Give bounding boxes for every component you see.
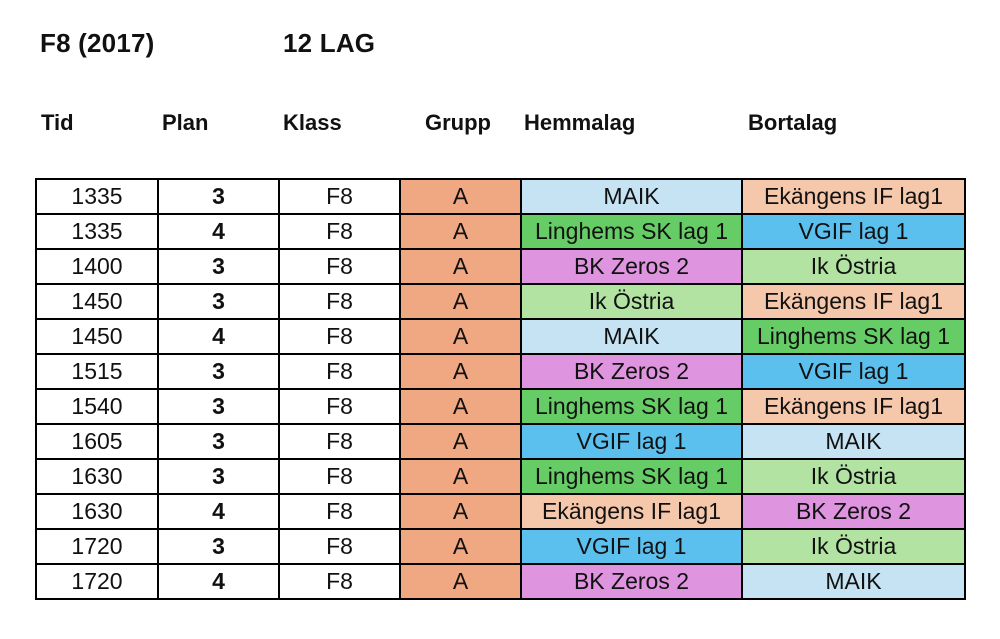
- cell-hemmalag: Ekängens IF lag1: [521, 494, 742, 529]
- cell-klass: F8: [279, 249, 400, 284]
- table-row: [36, 529, 965, 564]
- table-row: [36, 284, 965, 319]
- table-row: [36, 494, 965, 529]
- table-row: [36, 354, 965, 389]
- cell-bortalag: Ik Östria: [742, 459, 965, 494]
- cell-hemmalag: BK Zeros 2: [521, 354, 742, 389]
- table-row: [36, 214, 965, 249]
- cell-plan: 4: [158, 564, 279, 599]
- cell-tid: 1720: [36, 529, 158, 564]
- cell-grupp: A: [400, 319, 521, 354]
- cell-klass: F8: [279, 179, 400, 214]
- cell-tid: 1630: [36, 494, 158, 529]
- cell-hemmalag: BK Zeros 2: [521, 564, 742, 599]
- cell-grupp: A: [400, 284, 521, 319]
- cell-bortalag: Linghems SK lag 1: [742, 319, 965, 354]
- column-header-grupp: Grupp: [425, 110, 491, 135]
- cell-klass: F8: [279, 284, 400, 319]
- cell-hemmalag: MAIK: [521, 319, 742, 354]
- cell-tid: 1335: [36, 179, 158, 214]
- table-row: [36, 179, 965, 214]
- cell-hemmalag: Linghems SK lag 1: [521, 214, 742, 249]
- cell-klass: F8: [279, 424, 400, 459]
- cell-klass: F8: [279, 319, 400, 354]
- cell-klass: F8: [279, 389, 400, 424]
- cell-grupp: A: [400, 529, 521, 564]
- cell-hemmalag: Ik Östria: [521, 284, 742, 319]
- cell-bortalag: Ik Östria: [742, 529, 965, 564]
- cell-bortalag: MAIK: [742, 424, 965, 459]
- table-row: [36, 564, 965, 599]
- cell-grupp: A: [400, 494, 521, 529]
- column-header-tid: Tid: [41, 110, 74, 135]
- cell-plan: 3: [158, 249, 279, 284]
- column-header-klass: Klass: [283, 110, 342, 135]
- cell-grupp: A: [400, 389, 521, 424]
- cell-bortalag: Ik Östria: [742, 249, 965, 284]
- table-row: [36, 389, 965, 424]
- column-header-plan: Plan: [162, 110, 209, 135]
- table-row: [36, 424, 965, 459]
- cell-plan: 3: [158, 389, 279, 424]
- cell-tid: 1400: [36, 249, 158, 284]
- cell-hemmalag: VGIF lag 1: [521, 424, 742, 459]
- cell-plan: 3: [158, 529, 279, 564]
- table-row: [36, 319, 965, 354]
- cell-tid: 1335: [36, 214, 158, 249]
- cell-plan: 3: [158, 284, 279, 319]
- cell-tid: 1630: [36, 459, 158, 494]
- cell-klass: F8: [279, 494, 400, 529]
- column-header-hemmalag: Hemmalag: [524, 110, 636, 135]
- cell-grupp: A: [400, 214, 521, 249]
- cell-tid: 1540: [36, 389, 158, 424]
- cell-plan: 3: [158, 354, 279, 389]
- cell-klass: F8: [279, 354, 400, 389]
- cell-hemmalag: BK Zeros 2: [521, 249, 742, 284]
- cell-bortalag: Ekängens IF lag1: [742, 179, 965, 214]
- cell-bortalag: BK Zeros 2: [742, 494, 965, 529]
- class-title: F8 (2017): [40, 28, 155, 58]
- match-schedule-table: [35, 178, 966, 600]
- cell-hemmalag: MAIK: [521, 179, 742, 214]
- cell-tid: 1720: [36, 564, 158, 599]
- table-row: [36, 249, 965, 284]
- cell-plan: 4: [158, 494, 279, 529]
- cell-grupp: A: [400, 564, 521, 599]
- cell-grupp: A: [400, 354, 521, 389]
- cell-grupp: A: [400, 179, 521, 214]
- cell-bortalag: VGIF lag 1: [742, 354, 965, 389]
- cell-grupp: A: [400, 249, 521, 284]
- table-row: [36, 459, 965, 494]
- cell-bortalag: VGIF lag 1: [742, 214, 965, 249]
- column-header-bortalag: Bortalag: [748, 110, 838, 135]
- team-count-title: 12 LAG: [283, 28, 376, 58]
- cell-plan: 4: [158, 214, 279, 249]
- cell-hemmalag: Linghems SK lag 1: [521, 389, 742, 424]
- match-schedule-body: [36, 179, 965, 599]
- cell-grupp: A: [400, 459, 521, 494]
- cell-plan: 4: [158, 319, 279, 354]
- cell-bortalag: MAIK: [742, 564, 965, 599]
- cell-klass: F8: [279, 529, 400, 564]
- cell-tid: 1515: [36, 354, 158, 389]
- cell-tid: 1605: [36, 424, 158, 459]
- cell-hemmalag: Linghems SK lag 1: [521, 459, 742, 494]
- cell-plan: 3: [158, 179, 279, 214]
- cell-hemmalag: VGIF lag 1: [521, 529, 742, 564]
- cell-tid: 1450: [36, 284, 158, 319]
- cell-klass: F8: [279, 564, 400, 599]
- cell-bortalag: Ekängens IF lag1: [742, 389, 965, 424]
- cell-bortalag: Ekängens IF lag1: [742, 284, 965, 319]
- cell-plan: 3: [158, 459, 279, 494]
- cell-tid: 1450: [36, 319, 158, 354]
- cell-grupp: A: [400, 424, 521, 459]
- cell-klass: F8: [279, 459, 400, 494]
- cell-plan: 3: [158, 424, 279, 459]
- cell-klass: F8: [279, 214, 400, 249]
